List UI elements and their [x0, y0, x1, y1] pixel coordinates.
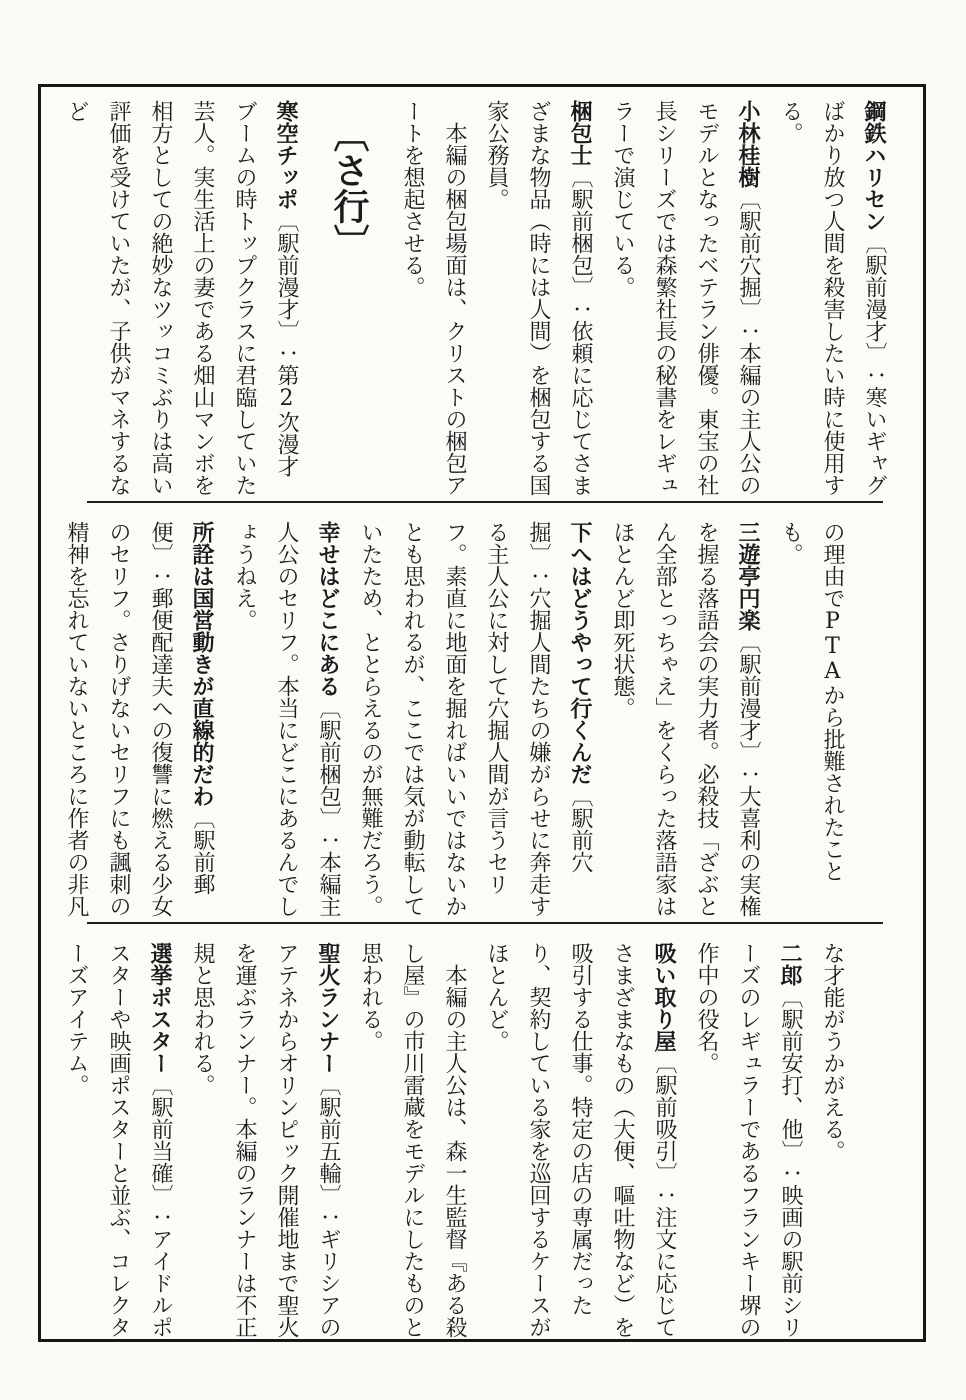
entry-continuation: の理由でPTAから批難されたことも。	[778, 521, 845, 882]
glossary-entry	[55, 100, 307, 496]
entry-definition: 本編の主人公のモデルとなったベテラン俳優。東宝の社長シリーズでは森繁社長の秘書をレギュラーで演じている。	[610, 100, 761, 496]
entry-film-label: 〔駅前漫才〕：	[736, 631, 761, 785]
entry-definition: 映画の駅前シリーズのレギュラーであるフランキー堺の作中の役名。	[694, 942, 803, 1338]
entry-film-label: 〔駅前穴掘〕：	[736, 188, 761, 342]
entry-continuation: な才能がうかがえる。	[820, 942, 845, 1162]
entry-term: 寒空チッポ	[273, 100, 299, 210]
entry-definition: 第2次漫才ブームの時トップクラスに君臨していた芸人。実生活上の妻である畑山マンボを相方としての絶妙なツッコミぶりは高い評価を受けていたが、子供がマネするなど	[64, 100, 299, 496]
entry-definition: 穴掘人間たちの嫌がらせに奔走する主人公に対して穴掘人間が言うセリフ。素直に地面を掘ればいいではないかとも思われるが、ここでは気が動転していたため、ととらえるのが無難だろう。	[358, 521, 551, 917]
entry-term: 所詮は国営動きが直線的だわ	[189, 521, 215, 807]
entry-term: 小林桂樹	[735, 100, 761, 188]
entry-film-label: 〔駅前当確〕：	[148, 1074, 173, 1228]
glossary-section-bottom	[41, 929, 895, 1338]
entry-term: 梱包士	[567, 100, 593, 166]
entry-term: 二郎	[777, 942, 803, 986]
entry-term: 鋼鉄ハリセン	[861, 100, 887, 232]
section-divider-rule	[87, 922, 883, 924]
glossary-entry	[55, 521, 223, 917]
entry-film-label: 〔駅前穴掘〕：	[526, 521, 593, 873]
entry-definition: 本編主人公のセリフ。本当にどこにあるんでしょうねえ。	[232, 521, 341, 917]
entry-term: 選挙ポスター	[147, 942, 173, 1074]
entry-film-label: 〔駅前梱包〕：	[568, 166, 593, 320]
entry-definition: アイドルポスターや映画ポスターと並ぶ、コレクターズアイテム。	[64, 942, 173, 1338]
entry-term: 幸せはどこにある	[315, 521, 341, 697]
entry-note: 本編の主人公は、森一生監督『ある殺し屋』の市川雷蔵をモデルにしたものと思われる。	[358, 942, 467, 1338]
entry-term: 三遊亭円楽	[735, 521, 761, 631]
glossary-entry	[601, 521, 769, 917]
entry-film-label: 〔駅前五輪〕：	[316, 1074, 341, 1228]
glossary-entry	[475, 942, 685, 1338]
glossary-entry	[55, 942, 181, 1338]
glossary-entry	[223, 521, 349, 917]
entry-term: 下へはどうやって行くんだ	[567, 521, 593, 785]
entry-definition: 寒いギャグばかり放つ人間を殺害したい時に使用する。	[778, 100, 887, 496]
entry-definition: 依頼に応じてさまざまな物品（時には人間）を梱包する国家公務員。	[484, 100, 593, 496]
entry-film-label: 〔駅前吸引〕：	[652, 1052, 677, 1206]
entry-film-label: 〔駅前郵便〕：	[148, 521, 215, 895]
glossary-section-middle	[41, 508, 895, 917]
glossary-entry	[475, 100, 601, 496]
entry-definition: 大喜利の実権を握る落語会の実力者。必殺技「ざぶとん全部とっちゃえ」をくらった落語家はほとんど即死状態。	[610, 521, 761, 917]
glossary-entry	[601, 100, 769, 496]
glossary-entry	[349, 521, 601, 917]
glossary-entry	[769, 100, 895, 496]
entry-term: 聖火ランナー	[315, 942, 341, 1074]
glossary-section-top	[41, 87, 966, 496]
entry-film-label: 〔駅前安打、他〕：	[778, 986, 803, 1184]
entry-definition: ギリシアのアテネからオリンピック開催地まで聖火を運ぶランナー。本編のランナーは不正規と思われる。	[190, 942, 341, 1338]
entry-film-label: 〔駅前漫才〕：	[274, 210, 299, 364]
entry-film-label: 〔駅前漫才〕：	[862, 232, 887, 386]
glossary-entry	[181, 942, 349, 1338]
entry-definition: 郵便配達夫への復讐に燃える少女のセリフ。さりげないセリフにも諷刺の精神を忘れていないところに作者の非凡	[64, 521, 173, 917]
entry-definition: 注文に応じてさまざまなもの（大便、嘔吐物など）を吸引する仕事。特定の店の専属だったり、契約している家を巡回するケースがほとんど。	[484, 942, 677, 1338]
entry-film-label: 〔駅前梱包〕：	[316, 697, 341, 851]
entry-note: 本編の梱包場面は、クリストの梱包アートを想起させる。	[400, 100, 467, 496]
section-divider-rule	[87, 501, 883, 503]
entry-term: 吸い取り屋	[651, 942, 677, 1052]
sa-gyo-section-heading: 〔さ行〕	[328, 116, 370, 260]
page-border-frame	[38, 84, 926, 1342]
glossary-entry	[685, 942, 811, 1338]
